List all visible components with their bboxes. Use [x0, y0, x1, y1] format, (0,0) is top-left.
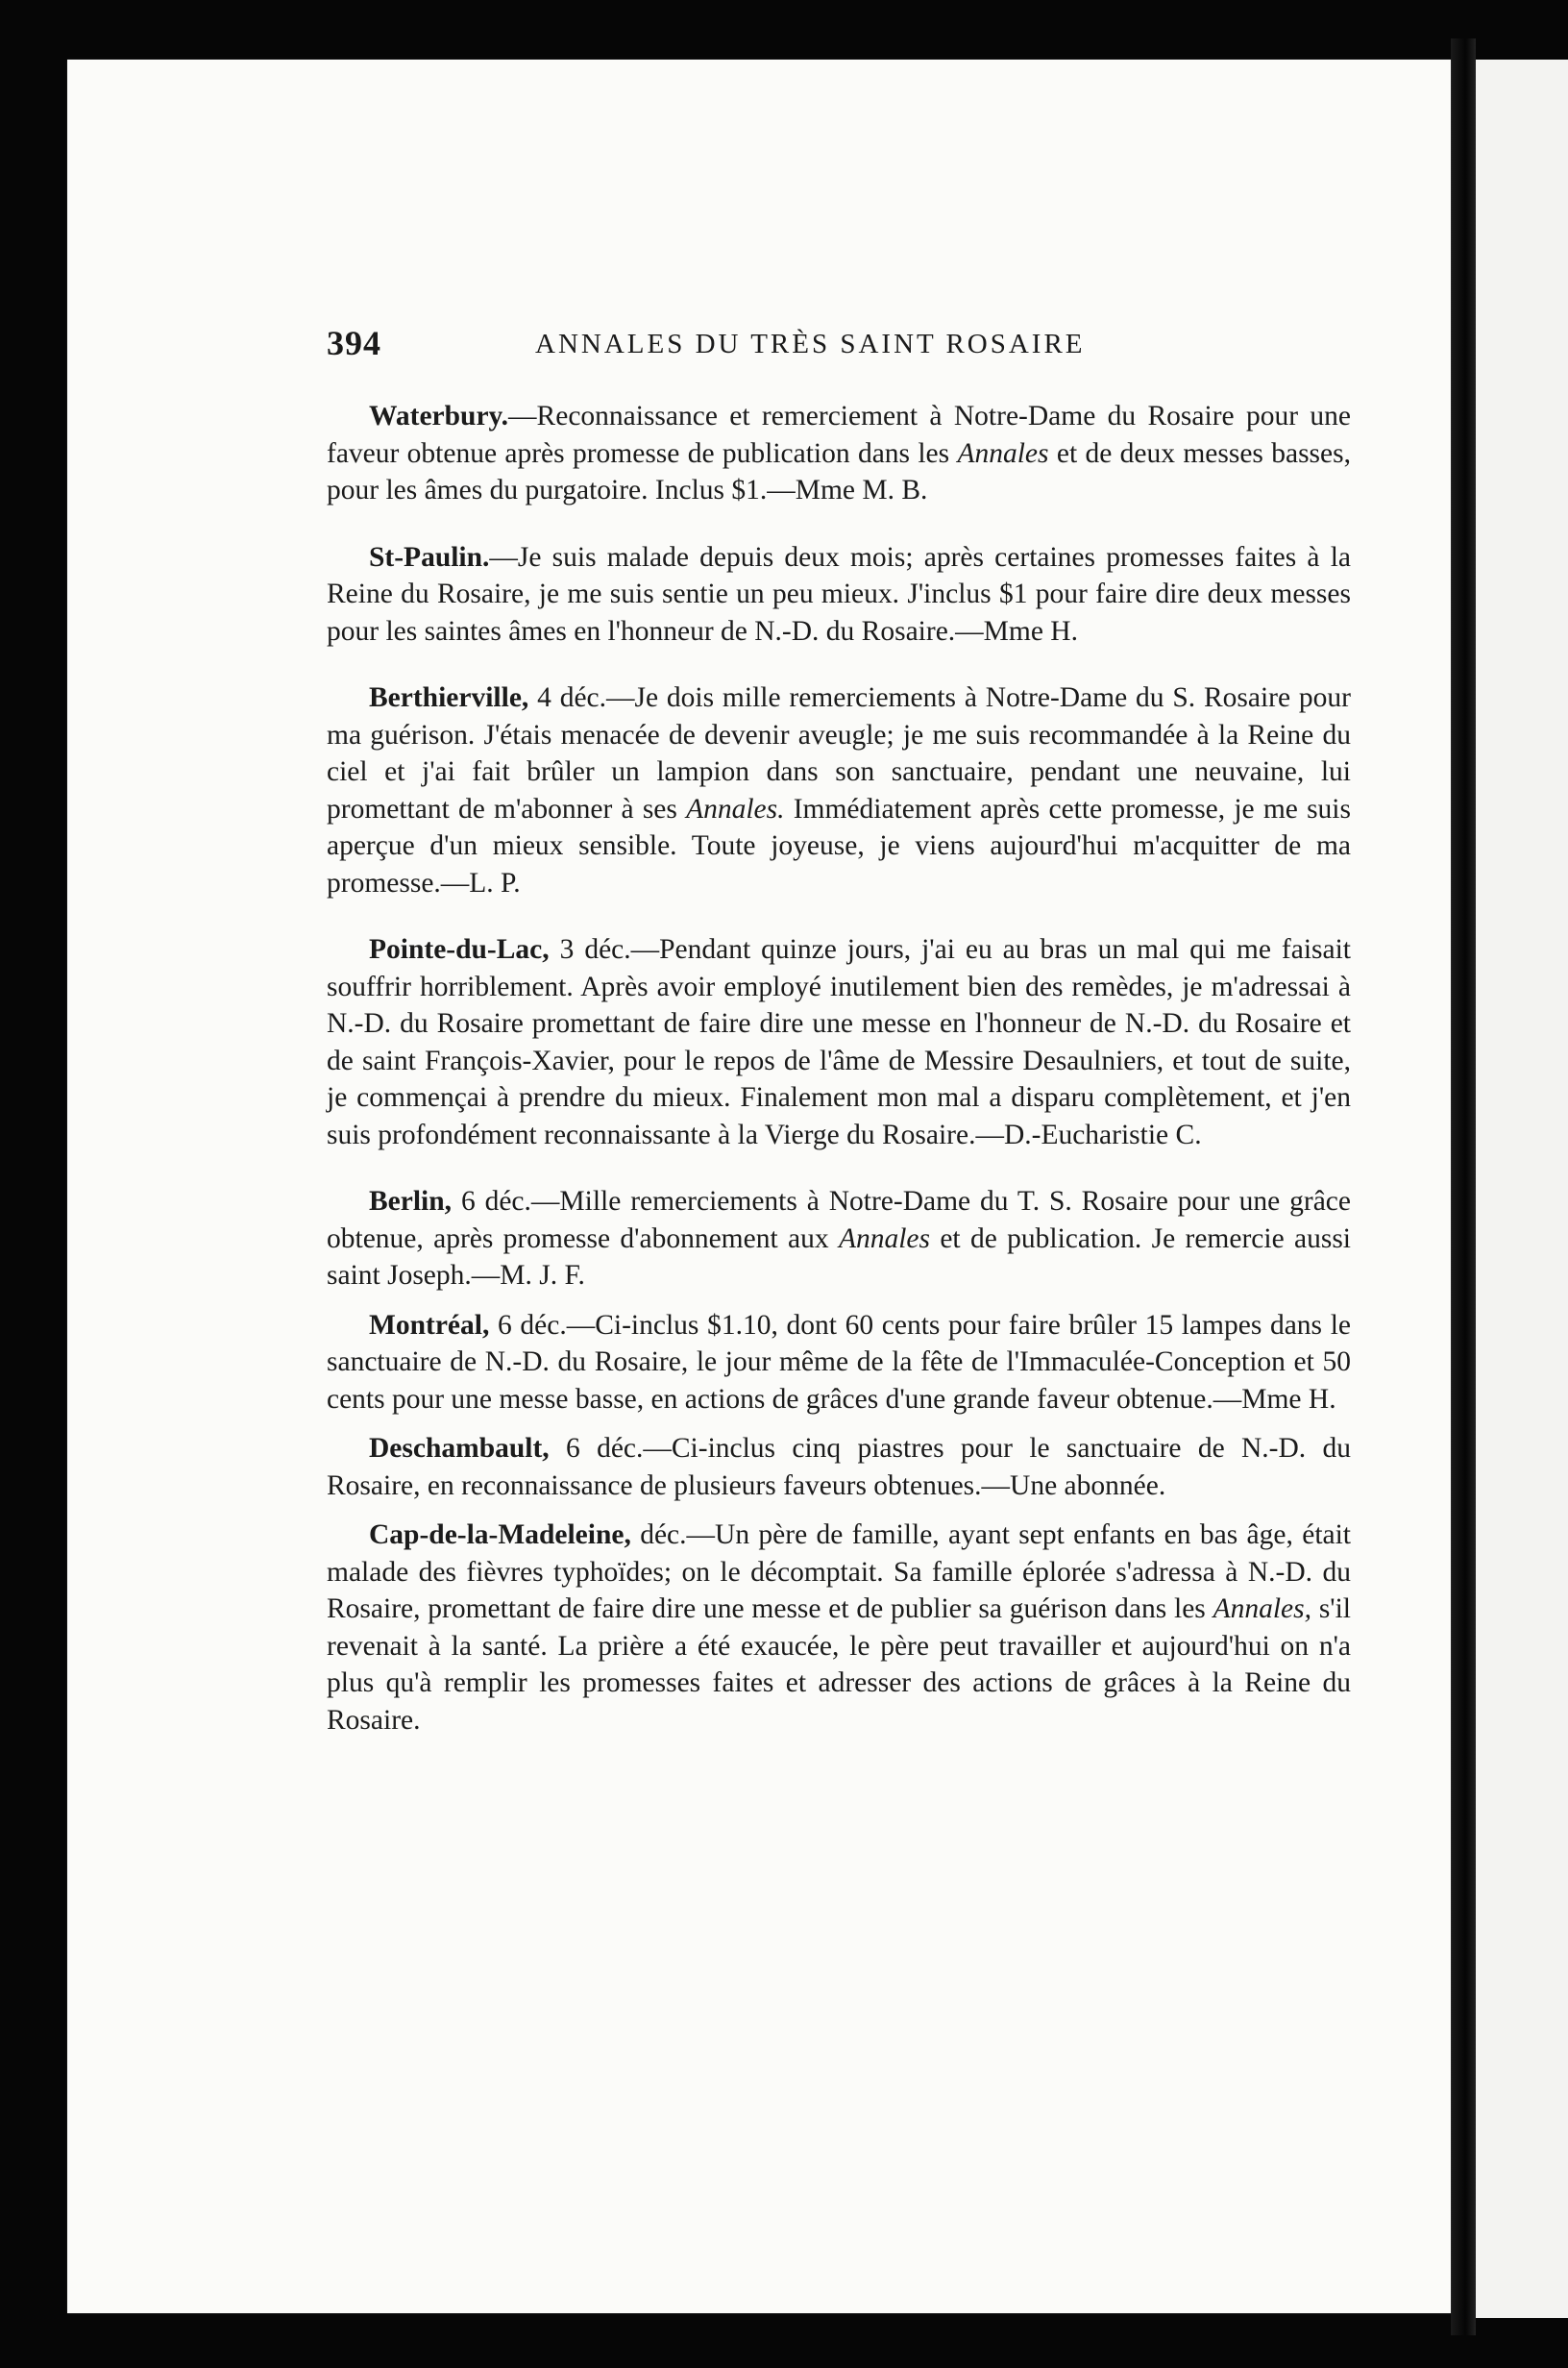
entry-text: déc.—Un père de famille, ayant sept enfants en bas âge, était malade des fièvres typhoïdes; on le décomptait. Sa famille éplorée s'adressa à N.-D. du Rosaire, promettant de faire dire une messe et de publier sa guérison dans les — [327, 1519, 1351, 1624]
entry-text: —Reconnaissance et remerciement à Notre-Dame du Rosaire pour une faveur obtenue après promesse de publication dans les — [327, 401, 1351, 469]
entry-text: 6 déc.—Mille remerciements à Notre-Dame du T. S. Rosaire pour une grâce obtenue, après promesse d'abonnement aux — [327, 1186, 1351, 1254]
running-header — [327, 323, 1239, 377]
entry-text: et de deux messes basses, pour les âmes du purgatoire. Inclus $1.—Mme M. B. — [327, 437, 1351, 506]
entry-berlin — [327, 1183, 1351, 1295]
entry-place: Berthierville, — [369, 682, 529, 713]
entry-text: 6 déc.—Ci-inclus cinq piastres pour le sanctuaire de N.-D. du Rosaire, en reconnaissance de plusieurs faveurs obtenues.—Une abonnée. — [327, 1433, 1351, 1501]
entry-place: Montréal, — [369, 1309, 490, 1341]
entry-text: 6 déc.—Ci-inclus $1.10, dont 60 cents pour faire brûler 15 lampes dans le sanctuaire de N.-D. du Rosaire, le jour même de la fête de l'Immaculée-Conception et 50 cents pour une messe basse, en actions de grâces d'une grande faveur obtenue.—Mme H. — [327, 1309, 1351, 1415]
entry-berthierville — [327, 679, 1351, 901]
entry-text: et de publication. Je remercie aussi saint Joseph.—M. J. F. — [327, 1222, 1352, 1291]
book-spine-shadow — [1451, 38, 1476, 2335]
entry-italic: Annales — [957, 437, 1049, 469]
entry-waterbury — [327, 398, 1351, 509]
entry-place: St-Paulin. — [369, 541, 490, 573]
entry-pointe-du-lac — [327, 931, 1351, 1153]
entry-cap-de-la-madeleine — [327, 1517, 1351, 1739]
entry-italic: Annales, — [1213, 1593, 1312, 1624]
entry-text: Immédiatement après cette promesse, je me suis aperçue d'un mieux sensible. Toute joyeuse, je viens aujourd'hui m'acquitter de ma promesse.—L. P. — [327, 793, 1351, 899]
entry-italic: Annales — [838, 1222, 930, 1254]
entry-montreal — [327, 1307, 1351, 1418]
entry-text: —Je suis malade depuis deux mois; après certaines promesses faites à la Reine du Rosaire, je me suis sentie un peu mieux. J'inclus $1 pour faire dire deux messes pour les saintes âmes en l'honneur de N.-D. du Rosaire.—Mme H. — [327, 541, 1351, 647]
entry-text: 4 déc.—Je dois mille remerciements à Notre-Dame du S. Rosaire pour ma guérison. J'étais menacée de devenir aveugle; je me suis recommandée à la Reine du ciel et j'ai fait brûler un lampion dans son sanctuaire, pendant une neuvaine, lui promettant de m'abonner à ses — [327, 682, 1351, 825]
entry-italic: Annales. — [686, 793, 785, 825]
entry-st-paulin — [327, 539, 1351, 651]
entry-place: Cap-de-la-Madeleine, — [369, 1519, 631, 1550]
entry-place: Waterbury. — [369, 401, 509, 432]
entry-place: Deschambault, — [369, 1433, 550, 1464]
facing-page-edge — [1476, 60, 1568, 2318]
page-body — [327, 398, 1351, 1739]
entry-place: Berlin, — [369, 1186, 453, 1217]
page-number: 394 — [327, 324, 381, 362]
entry-place: Pointe-du-Lac, — [369, 934, 550, 965]
entry-deschambault — [327, 1430, 1351, 1504]
entry-text: 3 déc.—Pendant quinze jours, j'ai eu au bras un mal qui me faisait souffrir horriblement. Après avoir employé inutilement bien des remèdes, je m'adressai à N.-D. du Rosaire promettant de faire dire une messe en l'honneur de N.-D. du Rosaire et de saint François-Xavier, pour le repos de l'âme de Messire Desaulniers, et tout de suite, je commençai à prendre du mieux. Finalement mon mal a disparu complètement, et j'en suis profondément reconnaissante à la Vierge du Rosaire.—D.-Eucharistie C. — [327, 934, 1351, 1150]
running-title: ANNALES DU TRÈS SAINT ROSAIRE — [535, 329, 1086, 359]
entry-text: s'il revenait à la santé. La prière a été exaucée, le père peut travailler et aujourd'hui on n'a plus qu'à remplir les promesses faites et adresser des actions de grâces à la Reine du Rosaire. — [327, 1593, 1352, 1736]
